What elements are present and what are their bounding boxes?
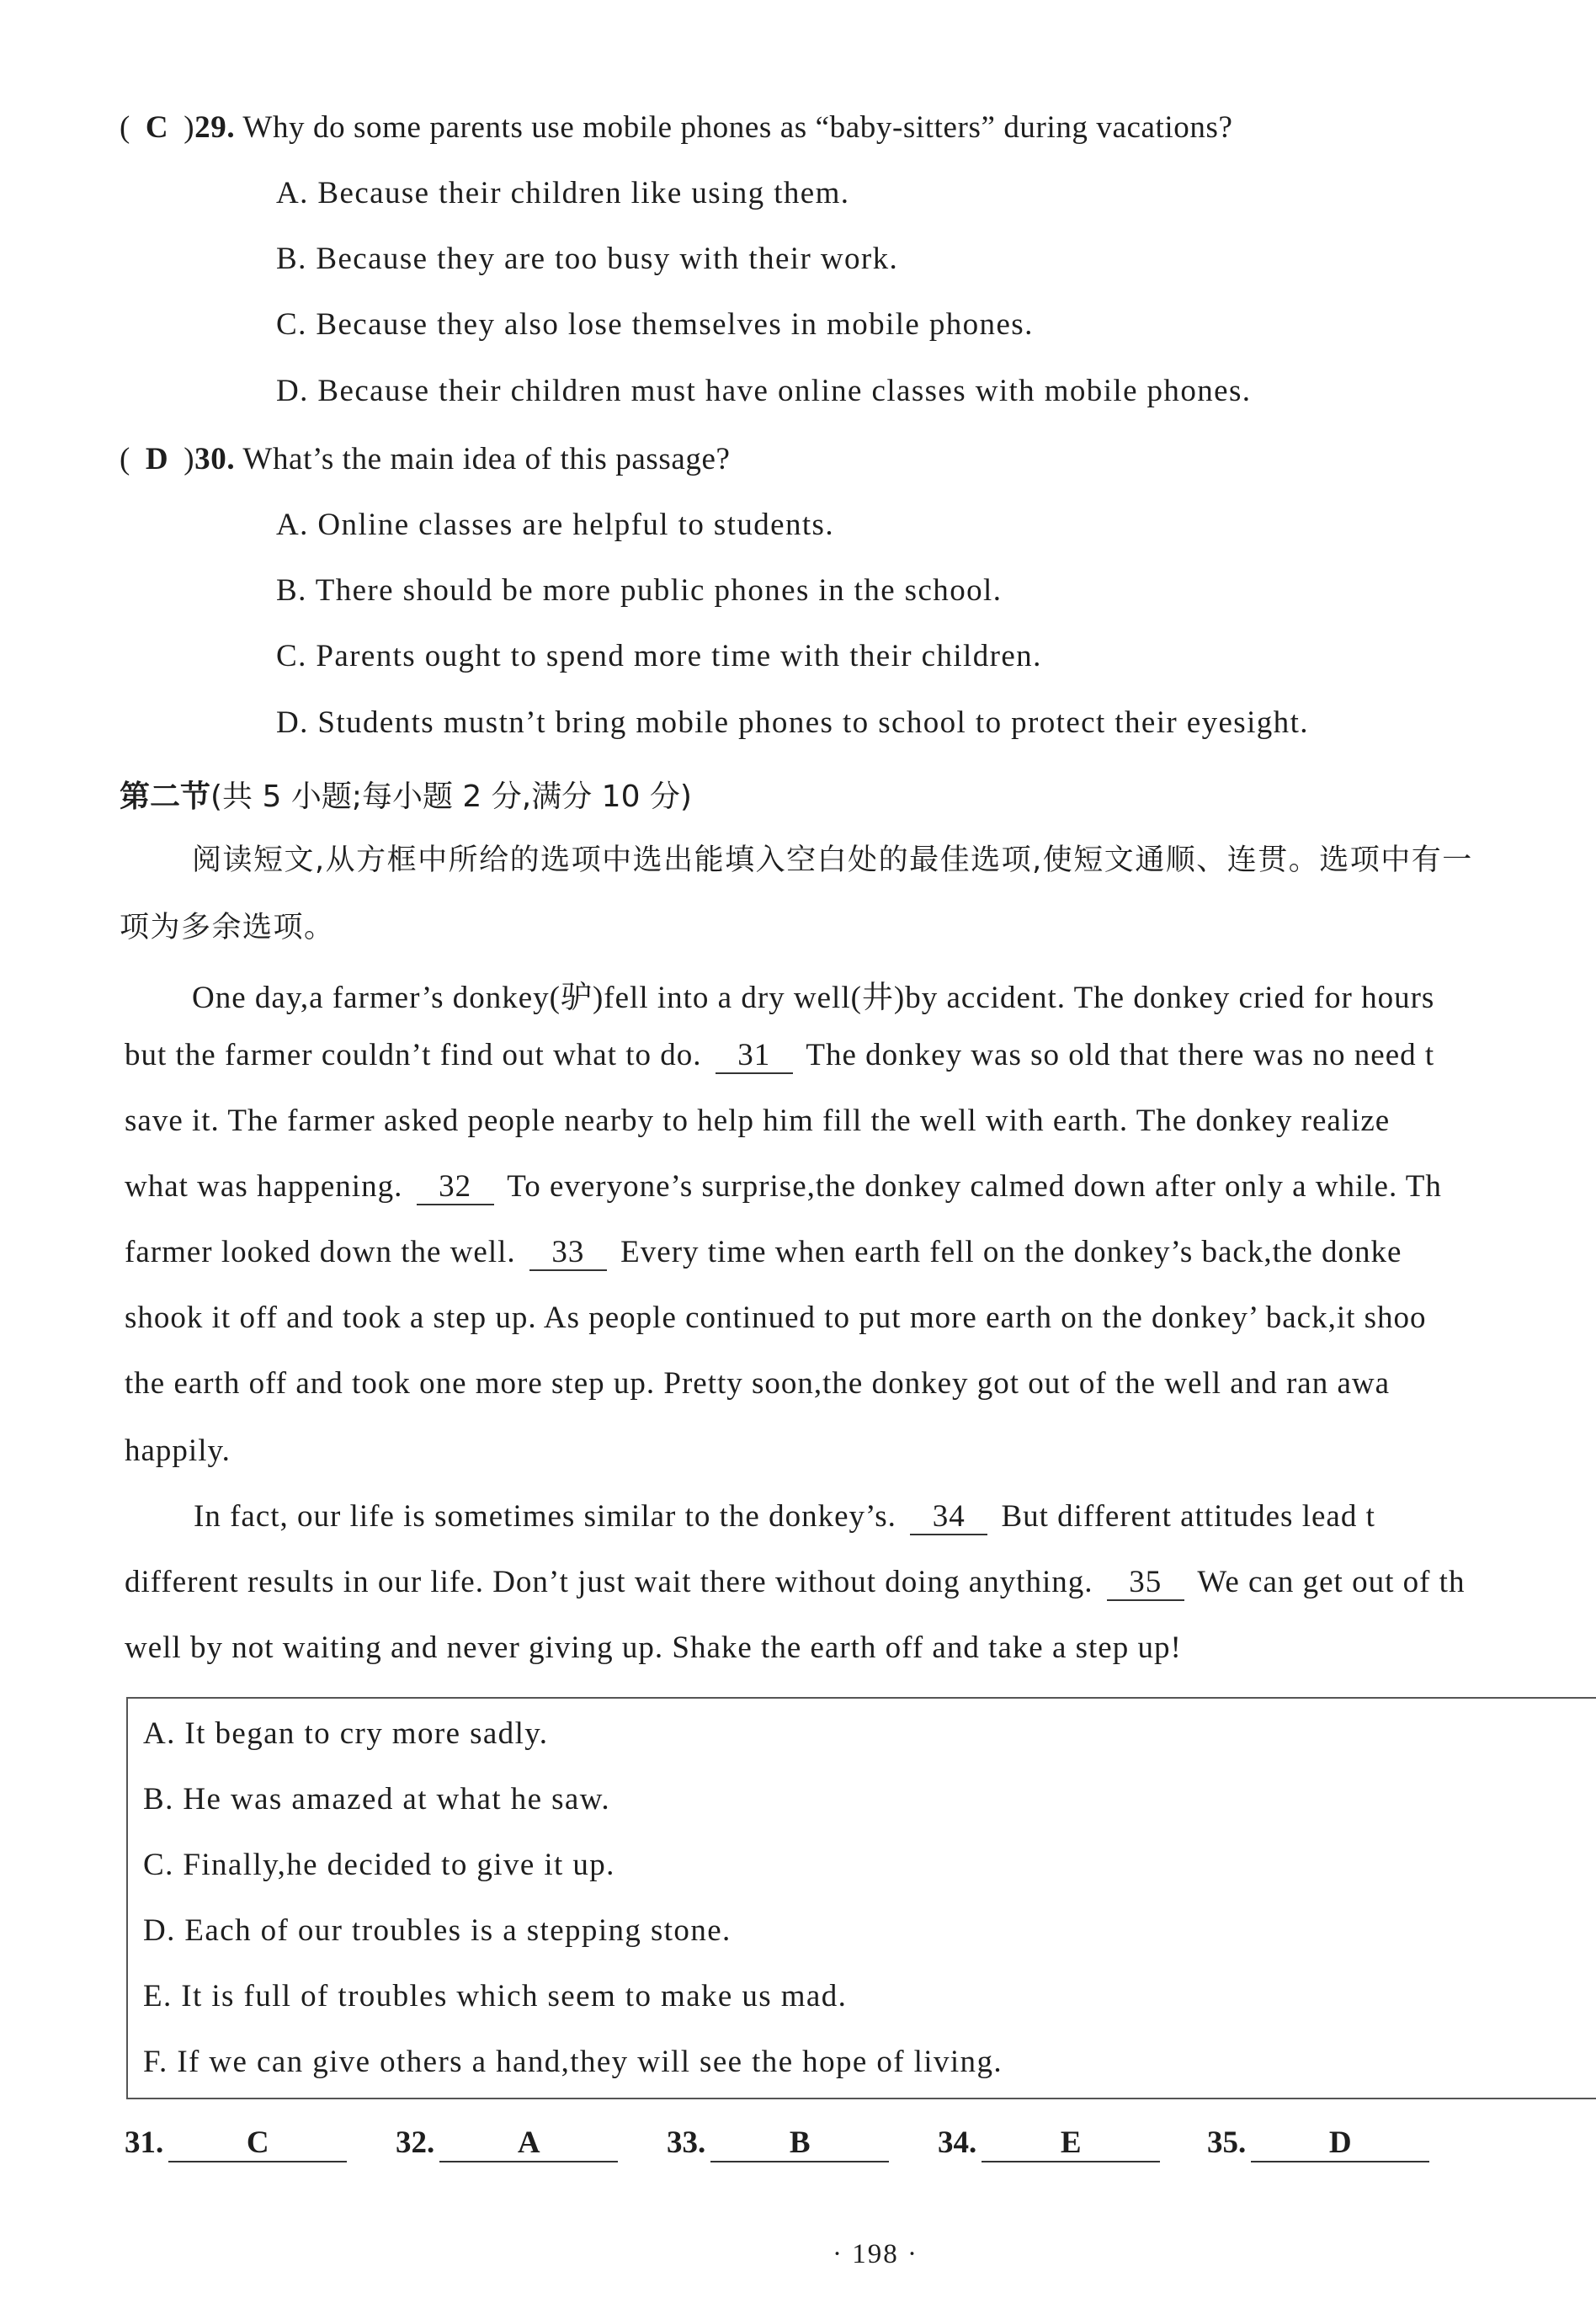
question-30-answer: D xyxy=(145,442,169,476)
answer-number: 34. xyxy=(938,2125,977,2160)
choice-box xyxy=(126,1697,1596,2099)
answer-value: C xyxy=(168,2125,347,2162)
answer-value: D xyxy=(1251,2125,1429,2162)
answer-number: 35. xyxy=(1207,2125,1247,2160)
passage-line xyxy=(125,1564,1465,1601)
passage-line xyxy=(194,1498,1375,1535)
answer-33 xyxy=(667,2125,889,2162)
question-30-option-d: D. Students mustn’t bring mobile phones to school to protect their eyesight. xyxy=(276,705,1309,740)
question-29-option-d: D. Because their children must have online classes with mobile phones. xyxy=(276,374,1252,408)
passage-text: The donkey was so old that there was no need t xyxy=(806,1038,1435,1072)
question-30-number: 30. xyxy=(194,442,236,476)
blank-35: 35 xyxy=(1107,1567,1184,1601)
answer-value: E xyxy=(982,2125,1160,2162)
answer-number: 31. xyxy=(125,2125,164,2160)
choice-c: C. Finally,he decided to give it up. xyxy=(143,1848,615,1882)
choice-b: B. He was amazed at what he saw. xyxy=(143,1782,611,1817)
question-30-text: What’s the main idea of this passage? xyxy=(242,442,731,476)
passage-text: In fact, our life is sometimes similar to the donkey’s. xyxy=(194,1499,896,1534)
question-29-number: 29. xyxy=(194,110,236,145)
section-scoring: (共 5 小题;每小题 2 分,满分 10 分) xyxy=(210,779,692,814)
choice-e: E. It is full of troubles which seem to make us mad. xyxy=(143,1979,848,2013)
passage-line: save it. The farmer asked people nearby to help him fill the well with earth. The donkey realize xyxy=(125,1104,1391,1138)
passage-line: happily. xyxy=(125,1434,231,1468)
passage-text: different results in our life. Don’t just wait there without doing anything. xyxy=(125,1565,1093,1599)
question-29 xyxy=(120,109,1233,146)
blank-32: 32 xyxy=(417,1171,494,1205)
passage-line xyxy=(125,1234,1402,1271)
question-30-option-c: C. Parents ought to spend more time with their children. xyxy=(276,639,1042,673)
passage-line xyxy=(125,1168,1442,1205)
question-30-option-b: B. There should be more public phones in the school. xyxy=(276,573,1003,608)
blank-33: 33 xyxy=(529,1237,607,1271)
answer-31 xyxy=(125,2125,347,2162)
answer-value: B xyxy=(710,2125,889,2162)
passage-text: We can get out of th xyxy=(1197,1565,1466,1599)
question-29-answer: C xyxy=(145,110,169,145)
question-29-option-b: B. Because they are too busy with their work. xyxy=(276,242,899,276)
section-title xyxy=(120,773,692,816)
blank-34: 34 xyxy=(910,1501,987,1535)
answer-34 xyxy=(938,2125,1160,2162)
passage-line: One day,a farmer’s donkey(驴)fell into a dry well(井)by accident. The donkey cried for hours xyxy=(192,981,1435,1015)
passage-text: what was happening. xyxy=(125,1169,403,1204)
answer-bracket: ( C ) xyxy=(120,110,195,145)
answer-bracket: ( D ) xyxy=(120,442,195,476)
choice-d: D. Each of our troubles is a stepping stone. xyxy=(143,1913,732,1948)
passage-text: farmer looked down the well. xyxy=(125,1235,516,1269)
section-heading: 第二节 xyxy=(120,779,211,814)
answer-35 xyxy=(1207,2125,1429,2162)
passage-text: Every time when earth fell on the donkey’s back,the donke xyxy=(620,1235,1402,1269)
passage-text: but the farmer couldn’t find out what to do. xyxy=(125,1038,702,1072)
question-29-option-c: C. Because they also lose themselves in mobile phones. xyxy=(276,307,1034,342)
passage-line: the earth off and took one more step up. Pretty soon,the donkey got out of the well and ran awa xyxy=(125,1366,1391,1401)
question-30 xyxy=(120,441,731,477)
passage-text: But different attitudes lead t xyxy=(1001,1499,1375,1534)
answer-value: A xyxy=(439,2125,618,2162)
question-29-text: Why do some parents use mobile phones as “baby-sitters” during vacations? xyxy=(242,110,1233,145)
choice-f: F. If we can give others a hand,they will see the hope of living. xyxy=(143,2045,1003,2079)
passage-line xyxy=(125,1037,1434,1074)
choice-a: A. It began to cry more sadly. xyxy=(143,1716,549,1751)
instructions-line-2: 项为多余选项。 xyxy=(120,911,335,944)
answer-32 xyxy=(396,2125,618,2162)
passage-line: well by not waiting and never giving up. Shake the earth off and take a step up! xyxy=(125,1630,1182,1665)
blank-31: 31 xyxy=(716,1040,793,1074)
answer-number: 32. xyxy=(396,2125,435,2160)
instructions-line-1: 阅读短文,从方框中所给的选项中选出能填入空白处的最佳选项,使短文通顺、连贯。选项中有一 xyxy=(192,843,1473,877)
answer-number: 33. xyxy=(667,2125,706,2160)
question-29-option-a: A. Because their children like using them. xyxy=(276,176,850,210)
question-30-option-a: A. Online classes are helpful to students. xyxy=(276,508,834,542)
passage-text: To everyone’s surprise,the donkey calmed down after only a while. Th xyxy=(507,1169,1442,1204)
passage-line: shook it off and took a step up. As people continued to put more earth on the donkey’ back,it shoo xyxy=(125,1301,1427,1335)
page-number: · 198 · xyxy=(833,2239,918,2269)
